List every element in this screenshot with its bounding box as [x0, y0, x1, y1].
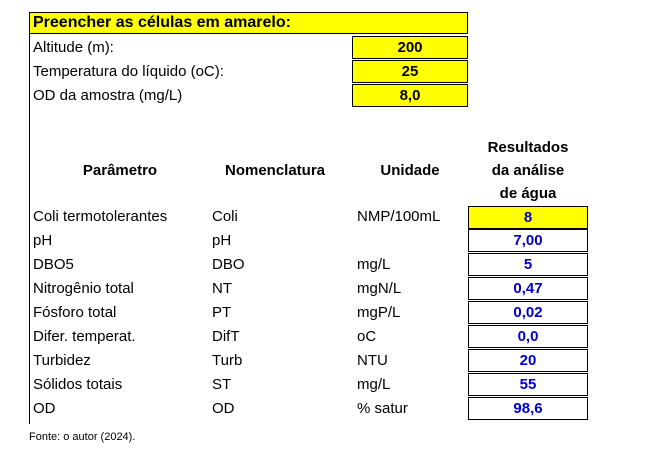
instruction-title: Preencher as células em amarelo: [29, 12, 468, 34]
row-parametro: Turbidez [33, 352, 91, 369]
result-cell-nt: 0,47 [468, 277, 588, 300]
row-nomenclatura: DBO [212, 256, 245, 273]
header-nomenclatura: Nomenclatura [224, 162, 326, 179]
result-cell-ph: 7,00 [468, 229, 588, 252]
row-parametro: Fósforo total [33, 304, 117, 321]
row-nomenclatura: OD [212, 400, 235, 417]
input-od-sample[interactable]: 8,0 [352, 84, 468, 107]
row-unidade: NMP/100mL [357, 208, 441, 225]
row-nomenclatura: DifT [212, 328, 240, 345]
header-unidade: Unidade [380, 162, 440, 179]
row-nomenclatura: Coli [212, 208, 238, 225]
row-parametro: Sólidos totais [33, 376, 123, 393]
result-cell-dbo: 5 [468, 253, 588, 276]
row-parametro: DBO5 [33, 256, 74, 273]
row-unidade: NTU [357, 352, 388, 369]
result-cell-od: 98,6 [468, 397, 588, 420]
row-nomenclatura: PT [212, 304, 232, 321]
sheet-left-border [29, 12, 30, 424]
header-resultados-line1: Resultados [487, 139, 569, 156]
source-caption: Fonte: o autor (2024). [29, 431, 136, 443]
row-parametro: pH [33, 232, 53, 249]
row-unidade: mgN/L [357, 280, 402, 297]
row-parametro: Difer. temperat. [33, 328, 136, 345]
row-nomenclatura: Turb [212, 352, 243, 369]
header-resultados-line2: da análise [491, 162, 565, 179]
result-cell-turb: 20 [468, 349, 588, 372]
input-label-temperature: Temperatura do líquido (oC): [33, 63, 224, 80]
header-resultados-line3: de água [499, 185, 557, 202]
result-cell-st: 55 [468, 373, 588, 396]
row-unidade: mgP/L [357, 304, 401, 321]
row-parametro: Nitrogênio total [33, 280, 134, 297]
result-cell-coli[interactable]: 8 [468, 206, 588, 229]
row-parametro: OD [33, 400, 56, 417]
input-label-altitude: Altitude (m): [33, 39, 114, 56]
input-label-od-sample: OD da amostra (mg/L) [33, 87, 183, 104]
result-cell-pt: 0,02 [468, 301, 588, 324]
row-unidade: oC [357, 328, 377, 345]
row-parametro: Coli termotolerantes [33, 208, 168, 225]
row-unidade: % satur [357, 400, 408, 417]
row-unidade: mg/L [357, 256, 391, 273]
row-nomenclatura: pH [212, 232, 232, 249]
header-parametro: Parâmetro [82, 162, 158, 179]
input-altitude[interactable]: 200 [352, 36, 468, 59]
row-unidade: mg/L [357, 376, 391, 393]
row-nomenclatura: NT [212, 280, 232, 297]
row-nomenclatura: ST [212, 376, 232, 393]
result-cell-dift: 0,0 [468, 325, 588, 348]
input-temperature[interactable]: 25 [352, 60, 468, 83]
